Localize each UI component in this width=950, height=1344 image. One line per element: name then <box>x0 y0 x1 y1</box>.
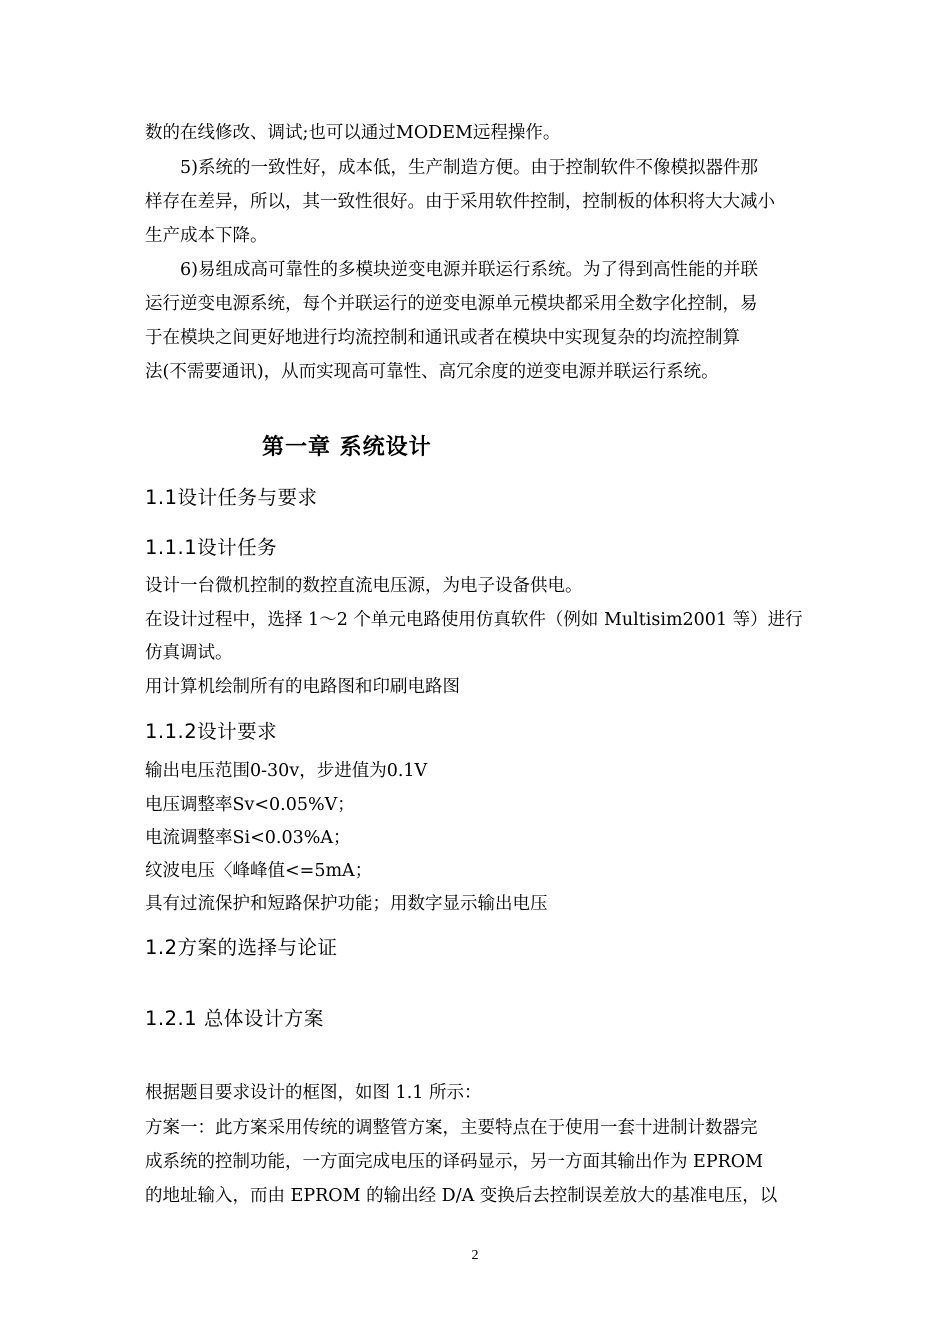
subsection-heading: 1.1.1设计任务 <box>145 536 278 559</box>
section-heading: 1.2方案的选择与论证 <box>145 936 338 959</box>
chapter-title: 第一章 系统设计 <box>262 435 432 460</box>
body-line: 根据题目要求设计的框图，如图 1.1 所示： <box>145 1083 482 1103</box>
body-line: 具有过流保护和短路保护功能；用数字显示输出电压 <box>145 894 548 914</box>
body-line: 数的在线修改、调试;也可以通过MODEM远程操作。 <box>145 123 561 143</box>
body-line: 6)易组成高可靠性的多模块逆变电源并联运行系统。为了得到高性能的并联 <box>180 260 758 280</box>
body-line: 电流调整率Si<0.03%A； <box>145 828 351 848</box>
body-line: 电压调整率Sv<0.05%V； <box>145 795 355 815</box>
body-line: 方案一：此方案采用传统的调整管方案，主要特点在于使用一套十进制计数器完 <box>145 1118 758 1138</box>
body-line: 运行逆变电源系统，每个并联运行的逆变电源单元模块都采用全数字化控制，易 <box>145 294 758 314</box>
body-line: 用计算机绘制所有的电路图和印刷电路图 <box>145 677 460 697</box>
body-line: 的地址输入，而由 EPROM 的输出经 D/A 变换后去控制误差放大的基准电压，以 <box>145 1186 778 1206</box>
body-line: 样存在差异，所以，其一致性很好。由于采用软件控制，控制板的体积将大大减小 <box>145 192 775 212</box>
page-number: 2 <box>471 1248 479 1263</box>
body-line: 输出电压范围0-30v，步进值为0.1V <box>145 761 428 781</box>
section-heading: 1.1设计任务与要求 <box>145 486 318 509</box>
body-line: 纹波电压〈峰峰值<=5mA； <box>145 861 373 881</box>
body-line: 在设计过程中，选择 1～2 个单元电路使用仿真软件（例如 Multisim2001 等）进行 <box>145 610 803 630</box>
body-line: 法(不需要通讯)，从而实现高可靠性、高冗余度的逆变电源并联运行系统。 <box>145 362 719 382</box>
subsection-heading: 1.2.1 总体设计方案 <box>145 1007 324 1030</box>
body-line: 成系统的控制功能，一方面完成电压的译码显示，另一方面其输出作为 EPROM <box>145 1152 764 1172</box>
body-line: 仿真调试。 <box>145 643 233 663</box>
body-line: 5)系统的一致性好，成本低，生产制造方便。由于控制软件不像模拟器件那 <box>180 158 758 178</box>
body-line: 设计一台微机控制的数控直流电压源，为电子设备供电。 <box>145 576 583 596</box>
body-line: 生产成本下降。 <box>145 226 268 246</box>
body-line: 于在模块之间更好地进行均流控制和通讯或者在模块中实现复杂的均流控制算 <box>145 328 740 348</box>
subsection-heading: 1.1.2设计要求 <box>145 720 278 743</box>
